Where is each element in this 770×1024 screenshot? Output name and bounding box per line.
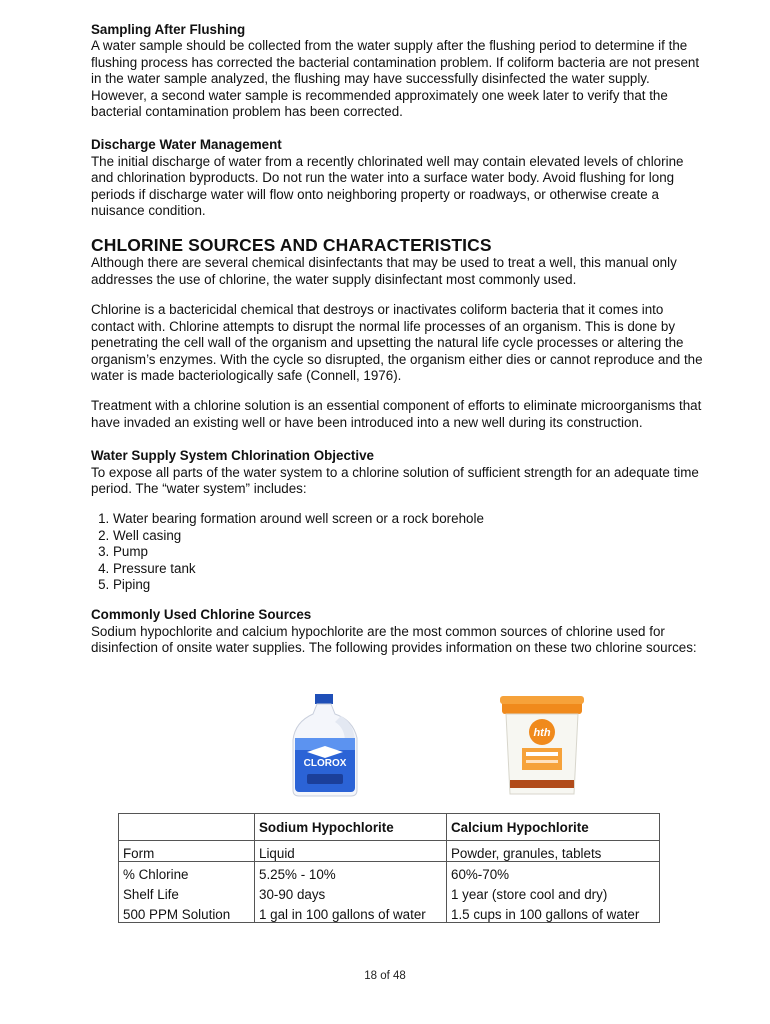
table-header-cell: Sodium Hypochlorite <box>255 814 447 841</box>
page-content <box>91 22 703 657</box>
product-images <box>0 690 770 800</box>
sampling-body: A water sample should be collected from the water supply after the flushing period to determine if the flushing process has corrected the bacterial contamination problem. If coliform bacteria are not present in the water sample analyzed, the flushing may have successfully disinfected the water supply. However, a second water sample is recommended approximately one week later to verify that the bacterial contamination problem has been corrected. <box>91 38 700 120</box>
list-item: 1. Water bearing formation around well screen or a rock borehole <box>113 511 703 527</box>
table-row <box>119 882 660 902</box>
discharge-title: Discharge Water Management <box>91 137 282 153</box>
page-number: 18 of 48 <box>364 970 406 982</box>
table-cell: Liquid <box>255 841 447 862</box>
table-cell: Powder, granules, tablets <box>447 841 660 862</box>
table-header-cell: Calcium Hypochlorite <box>447 814 660 841</box>
table-header-cell <box>119 814 255 841</box>
bleach-bottle-image <box>285 690 365 800</box>
table-cell: 60%-70% <box>447 862 660 883</box>
table-cell: 5.25% - 10% <box>255 862 447 883</box>
chlorine-paragraph-3: Treatment with a chlorine solution is an essential component of efforts to eliminate microorganisms that have invaded an existing well or have been introduced into a new well during its construction. <box>91 398 702 430</box>
sources-title: Commonly Used Chlorine Sources <box>91 607 312 623</box>
chlorine-bucket-image <box>498 694 586 798</box>
bleach-brand-label: CLOROX <box>303 758 347 769</box>
discharge-body: The initial discharge of water from a recently chlorinated well may contain elevated levels of chlorine and chlorination byproducts. Do not run the water into a surface water body. Avoid flushing for long periods if discharge water will flow onto neighboring property or roadways, or otherwise create a nuisance condition. <box>91 153 684 219</box>
table-cell: 1 gal in 100 gallons of water <box>255 902 447 923</box>
chlorine-paragraph-2: Chlorine is a bactericidal chemical that destroys or inactivates coliform bacteria that it comes into contact with. Chlorine attempts to disrupt the normal life processes of an organism. This is done by penetrating the cell wall of the organism and upsetting the natural life cycle processes or altering the organism’s enzymes. With the cycle so disrupted, the organism either dies or cannot reproduce and the water is made bacteriologically safe (Connell, 1976). <box>91 302 703 383</box>
list-item: 4. Pressure tank <box>113 561 703 577</box>
bucket-brand-label: hth <box>533 727 551 739</box>
sources-body: Sodium hypochlorite and calcium hypochlorite are the most common sources of chlorine used for disinfection of onsite water supplies. The following provides information on these two chlorine sources: <box>91 623 697 656</box>
objective-body: To expose all parts of the water system to a chlorine solution of sufficient strength for an adequate time period. The “water system” includes: <box>91 464 699 496</box>
table-row <box>119 862 660 883</box>
chlorine-heading: CHLORINE SOURCES AND CHARACTERISTICS <box>91 235 492 256</box>
table-cell: 500 PPM Solution <box>119 902 255 923</box>
table-row <box>119 902 660 923</box>
table-header-row <box>119 814 660 841</box>
chlorine-paragraph-1: Although there are several chemical disinfectants that may be used to treat a well, this manual only addresses the use of chlorine, the water supply disinfectant most commonly used. <box>91 255 677 287</box>
table-row <box>119 841 660 862</box>
sampling-title: Sampling After Flushing <box>91 22 246 37</box>
list-item: 3. Pump <box>113 544 703 560</box>
objective-title: Water Supply System Chlorination Objective <box>91 448 374 464</box>
table-cell: % Chlorine <box>119 862 255 883</box>
table-cell: 1.5 cups in 100 gallons of water <box>447 902 660 923</box>
list-item: 5. Piping <box>113 577 703 593</box>
list-item: 2. Well casing <box>113 528 703 544</box>
table-cell: 30-90 days <box>255 882 447 902</box>
chlorine-comparison-table <box>118 813 660 923</box>
table-cell: Form <box>119 841 255 862</box>
table-cell: 1 year (store cool and dry) <box>447 882 660 902</box>
water-system-list <box>91 511 703 593</box>
table-cell: Shelf Life <box>119 882 255 902</box>
